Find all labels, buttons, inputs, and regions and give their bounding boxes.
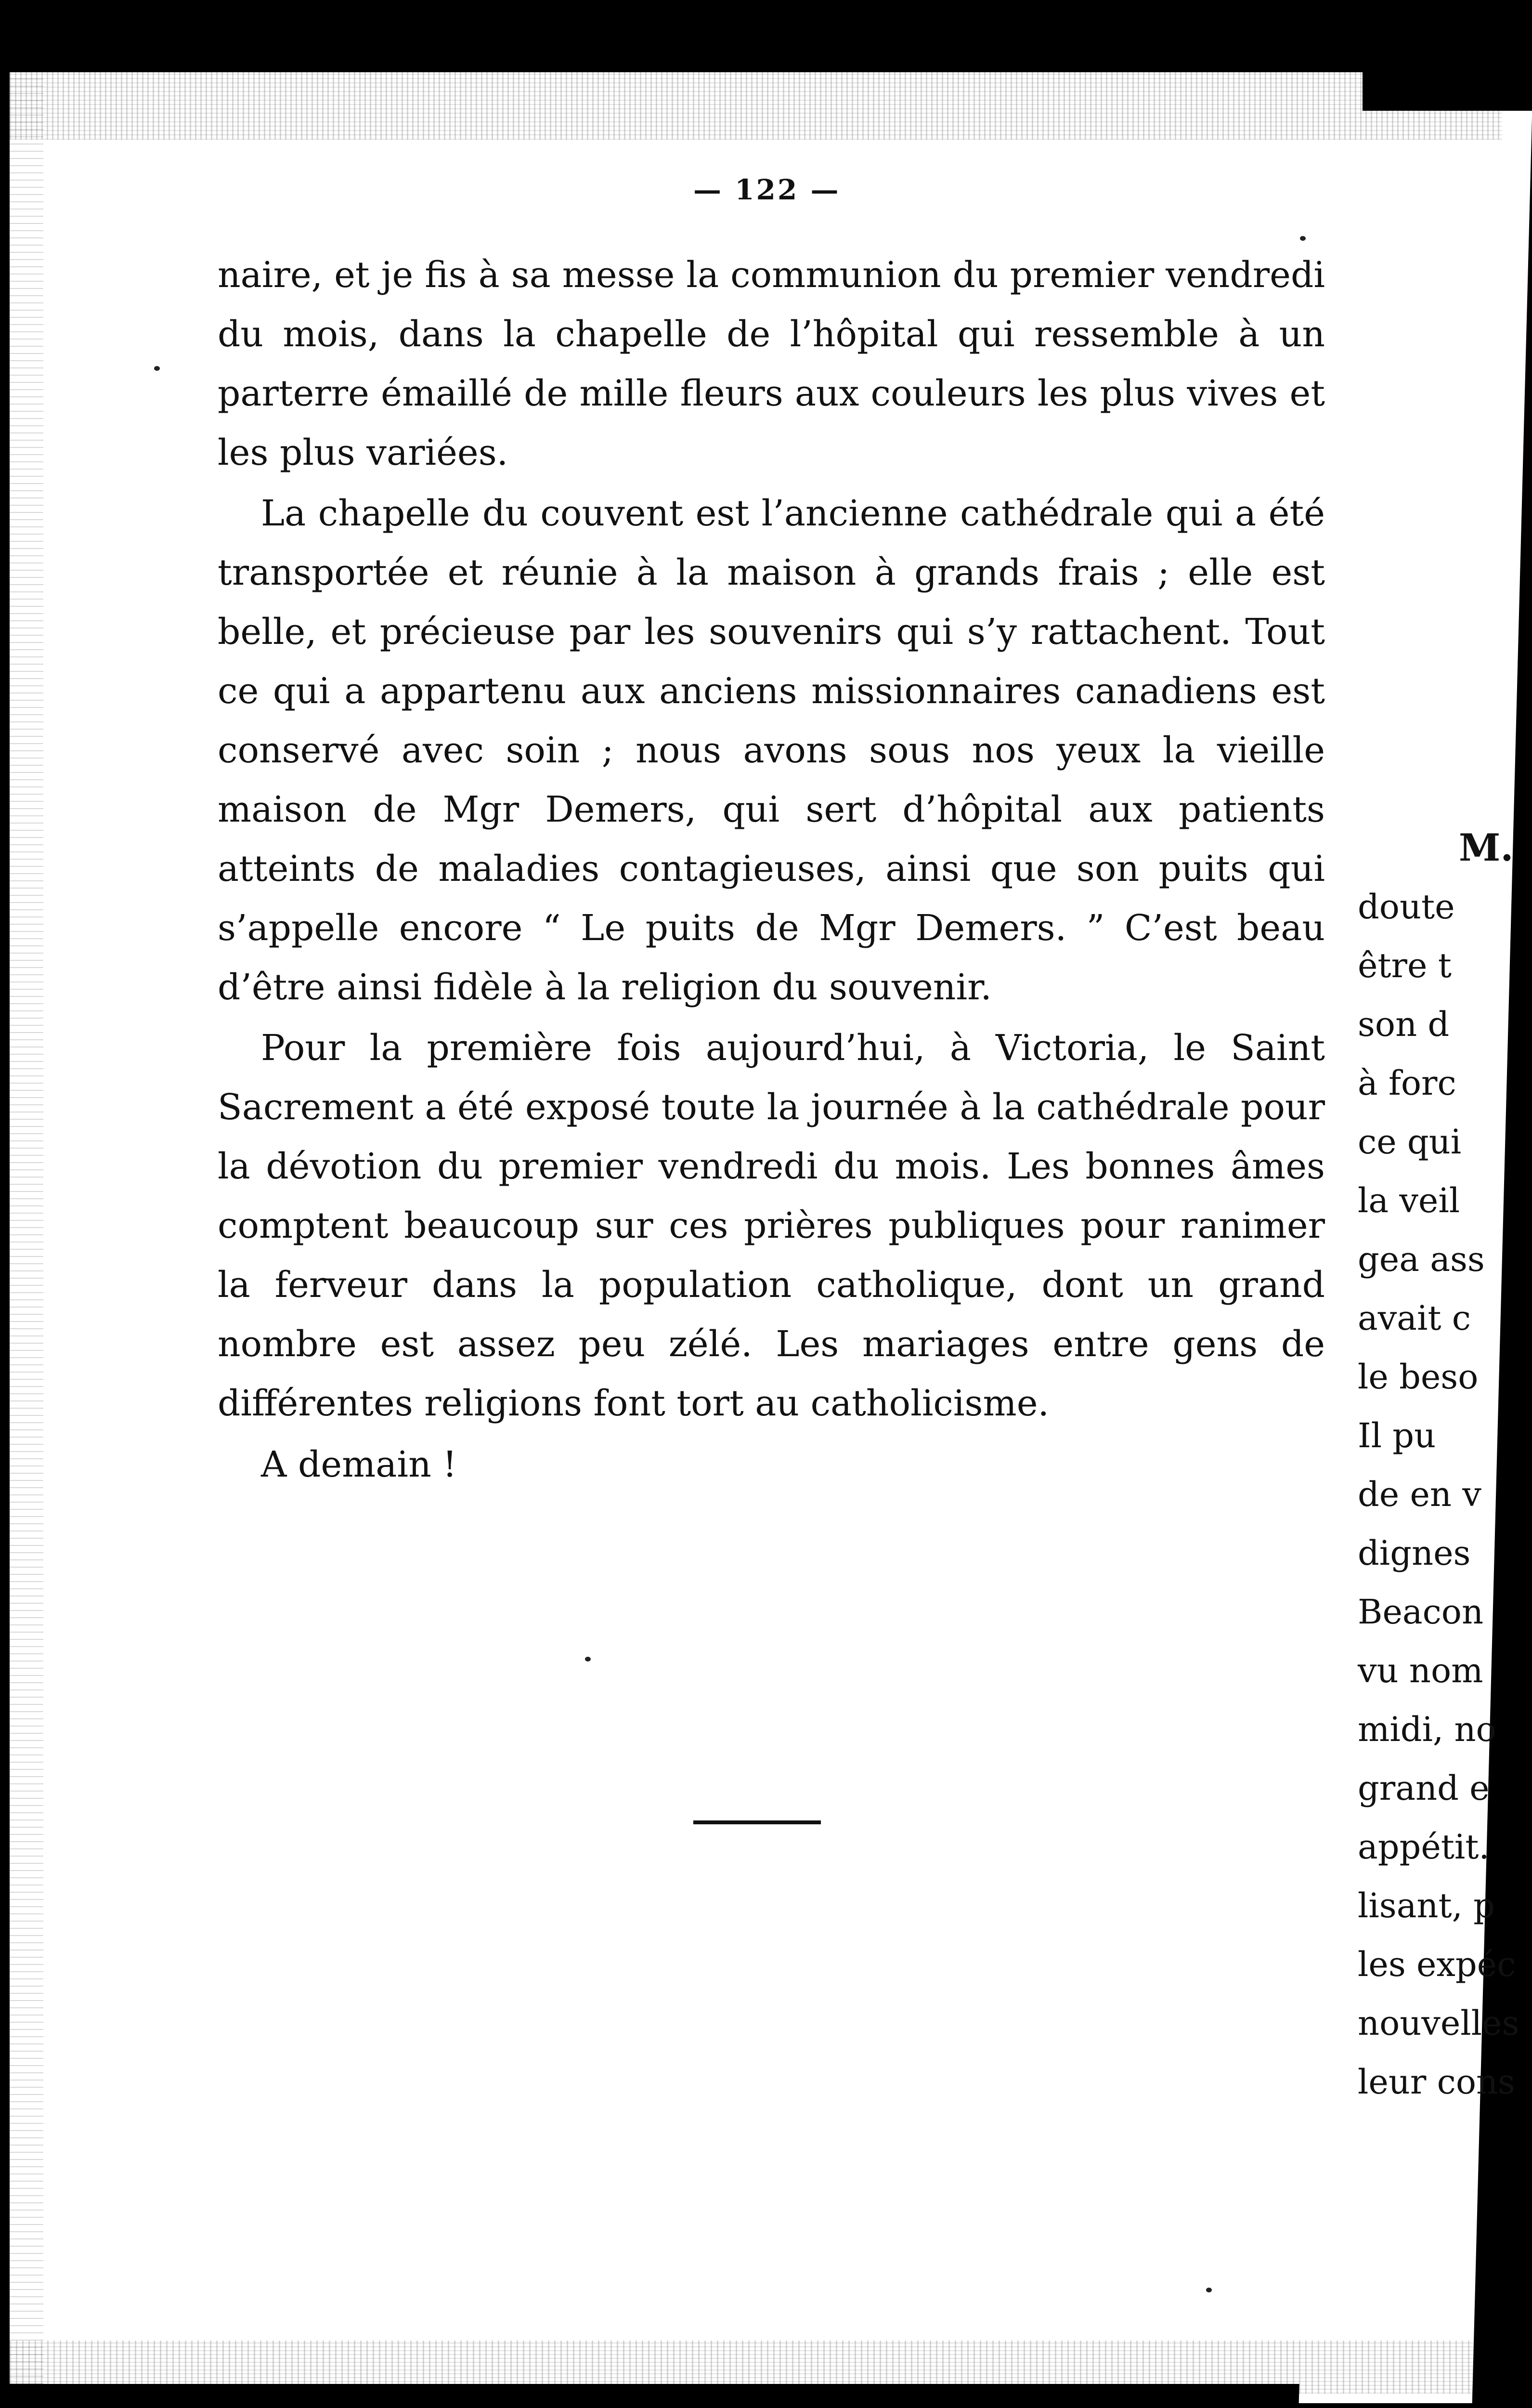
adjacent-line: doute <box>1358 887 1455 927</box>
adjacent-line: nouvelles <box>1358 2003 1519 2043</box>
paragraph-1: naire, et je fis à sa messe la communion du premier vendredi du mois, dans la chapelle de l’hôpital qui ressemble à un parterre émaillé de mille fleurs aux couleurs les plus vives et les plus variées. <box>218 254 1325 473</box>
scan-noise-top <box>10 72 1502 140</box>
adjacent-line: son d <box>1358 1005 1450 1044</box>
adjacent-line: le beso <box>1358 1357 1479 1397</box>
adjacent-line: à forc <box>1358 1063 1456 1103</box>
adjacent-page-text <box>1358 819 1519 2111</box>
adjacent-line: ce qui <box>1358 1122 1462 1162</box>
paragraph-closing: A demain ! <box>261 1444 457 1485</box>
ink-speck <box>585 1657 591 1662</box>
adjacent-line: vu nom <box>1358 1651 1483 1690</box>
adjacent-line: M. <box>1459 826 1514 870</box>
section-rule <box>693 1820 821 1824</box>
adjacent-line: de en v <box>1358 1475 1481 1514</box>
ink-speck <box>1300 236 1306 241</box>
ink-speck <box>154 366 160 371</box>
adjacent-line: être t <box>1358 946 1452 985</box>
adjacent-line: appétit. <box>1358 1827 1490 1867</box>
scan-noise-left <box>10 72 43 2384</box>
paragraph-2: La chapelle du couvent est l’ancienne cathédrale qui a été transportée et réunie à la maison à grands frais ; elle est belle, et précieuse par les souvenirs qui s’y rattachent. Tout ce qui a appartenu aux anciens missionnaires canadiens est conservé avec soin ; nous avons sous nos yeux la vieille maison de Mgr Demers, qui sert d’hôpital aux patients atteints de maladies contagieuses, ainsi que son puits qui s’appelle encore “ Le puits de Mgr Demers. ” C’est beau d’être ainsi fidèle à la religion du souvenir. <box>218 493 1325 1008</box>
adjacent-line: avait c <box>1358 1298 1471 1338</box>
adjacent-line: leur cons <box>1358 2062 1515 2102</box>
adjacent-line: gea ass <box>1358 1240 1485 1279</box>
adjacent-line: dignes <box>1358 1533 1471 1573</box>
page-number: — 122 — <box>693 173 841 206</box>
paragraph-3: Pour la première fois aujourd’hui, à Victoria, le Saint Sacrement a été exposé toute la journée à la cathédrale pour la dévotion du premier vendredi du mois. Les bonnes âmes comptent beaucoup sur ces prières publiques pour ranimer la ferveur dans la population catholique, dont un grand nombre est assez peu zélé. Les mariages entre gens de différentes religions font tort au catholicisme. <box>218 1027 1325 1424</box>
scan-noise-bottom <box>10 2341 1502 2394</box>
adjacent-line: la veil <box>1358 1181 1460 1220</box>
ink-speck <box>1206 2288 1212 2292</box>
adjacent-line: Beacon <box>1358 1592 1484 1632</box>
adjacent-line: les expéc <box>1358 1945 1516 1984</box>
adjacent-line: grand e <box>1358 1768 1490 1808</box>
adjacent-line: midi, no <box>1358 1710 1496 1749</box>
adjacent-line: lisant, p <box>1358 1886 1495 1925</box>
adjacent-line: Il pu <box>1358 1416 1436 1455</box>
